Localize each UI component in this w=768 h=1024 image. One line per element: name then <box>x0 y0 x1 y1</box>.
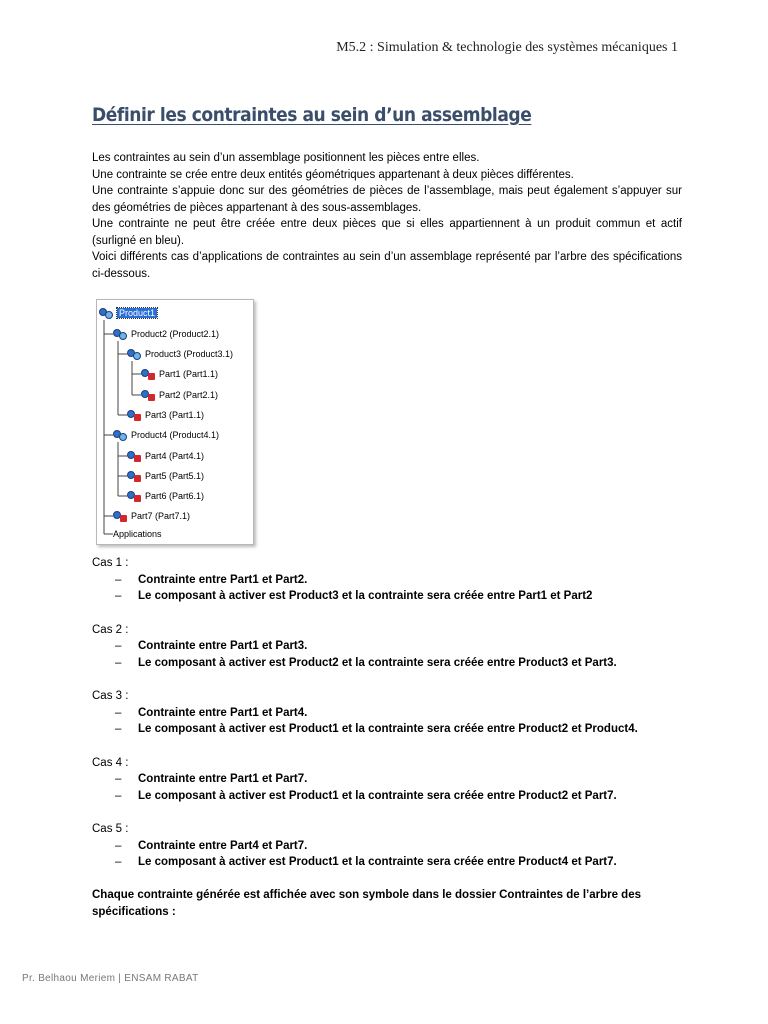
intro-paragraph: Une contrainte se crée entre deux entités géométriques appartenant à deux pièces différentes. <box>92 168 574 181</box>
page-footer: Pr. Belhaou Meriem | ENSAM RABAT <box>22 973 199 984</box>
case-title: Cas 5 : <box>92 823 129 835</box>
case-item: – Contrainte entre Part1 et Part7. <box>92 771 692 788</box>
intro-paragraph: Les contraintes au sein d’un assemblage positionnent les pièces entre elles. <box>92 152 480 164</box>
tree-node-product4[interactable] <box>113 428 219 442</box>
tree-node-part5[interactable] <box>127 469 204 483</box>
part-icon <box>127 450 143 463</box>
tree-node-part4[interactable] <box>127 449 204 463</box>
case-item: – Le composant à activer est Product1 et la contrainte sera créée entre Product2 et Part7. <box>92 788 692 805</box>
case-title: Cas 1 : <box>92 557 129 569</box>
case-item: – Le composant à activer est Product2 et la contrainte sera créée entre Product3 et Part3. <box>92 655 692 672</box>
intro-paragraph: Voici différents cas d’applications de contraintes au sein d’un assemblage représenté par l’arbre des spécifications ci-dessous. <box>92 251 682 280</box>
case-item: – Contrainte entre Part4 et Part7. <box>92 838 692 855</box>
case-title: Cas 2 : <box>92 623 129 636</box>
product-icon <box>99 307 115 320</box>
case-item: – Contrainte entre Part1 et Part4. <box>92 705 692 722</box>
page-header: M5.2 : Simulation & technologie des systèmes mécaniques 1 <box>336 40 678 55</box>
case-block <box>92 555 692 605</box>
tree-node-label: Product2 (Product2.1) <box>131 329 220 339</box>
tree-node-part2[interactable] <box>141 388 218 402</box>
tree-node-label: Part2 (Part2.1) <box>159 390 219 400</box>
intro-text <box>92 150 682 282</box>
tree-node-part6[interactable] <box>127 489 204 503</box>
case-block <box>92 622 692 672</box>
case-block <box>92 688 692 738</box>
part-icon <box>127 470 143 483</box>
tree-node-product1[interactable] <box>99 306 157 320</box>
tree-node-label: Product4 (Product4.1) <box>131 430 220 440</box>
tree-node-applications[interactable]: Applications <box>113 529 162 539</box>
case-item: – Contrainte entre Part1 et Part3. <box>92 638 692 655</box>
intro-paragraph: Une contrainte s’appuie donc sur des géométries de pièces de l’assemblage, mais peut également s’appuyer sur des géométries de pièces appartenant à des sous-assemblages. <box>92 185 682 214</box>
case-block <box>92 821 692 871</box>
part-icon <box>141 368 157 381</box>
product-icon <box>127 348 143 361</box>
tree-node-part3[interactable] <box>127 408 204 422</box>
tree-node-label: Product3 (Product3.1) <box>145 349 234 359</box>
intro-paragraph: Une contrainte ne peut être créée entre deux pièces que si elles appartiennent à un produit commun et actif (surligné en bleu). <box>92 218 682 247</box>
tree-node-label: Part6 (Part6.1) <box>145 491 205 501</box>
tree-node-label: Part5 (Part5.1) <box>145 471 205 481</box>
case-item: – Le composant à activer est Product1 et la contrainte sera créée entre Product4 et Part7. <box>92 854 692 871</box>
conclusion-text: Chaque contrainte générée est affichée avec son symbole dans le dossier Contraintes de l’arbre des spécifications : <box>92 889 641 918</box>
part-icon <box>113 510 129 523</box>
tree-node-label: Part3 (Part1.1) <box>145 410 205 420</box>
case-item: – Le composant à activer est Product3 et la contrainte sera créée entre Part1 et Part2 <box>92 588 692 605</box>
tree-node-product2[interactable] <box>113 327 219 341</box>
case-item: – Le composant à activer est Product1 et la contrainte sera créée entre Product2 et Product4. <box>92 721 692 738</box>
part-icon <box>127 490 143 503</box>
product-icon <box>113 429 129 442</box>
case-block <box>92 755 692 805</box>
tree-node-label: Product1 <box>119 308 156 318</box>
specification-tree <box>96 299 254 545</box>
tree-node-part7[interactable] <box>113 509 190 523</box>
case-title: Cas 3 : <box>92 690 129 702</box>
part-icon <box>127 409 143 422</box>
tree-node-product3[interactable] <box>127 347 233 361</box>
case-title: Cas 4 : <box>92 756 129 769</box>
tree-node-part1[interactable] <box>141 367 218 381</box>
tree-node-label: Part4 (Part4.1) <box>145 451 205 461</box>
part-icon <box>141 389 157 402</box>
tree-node-label: Part1 (Part1.1) <box>159 369 219 379</box>
product-icon <box>113 328 129 341</box>
page-title: Définir les contraintes au sein d’un assemblage <box>92 104 532 126</box>
tree-node-label: Part7 (Part7.1) <box>131 511 191 521</box>
case-item: – Contrainte entre Part1 et Part2. <box>92 572 692 589</box>
cases-section <box>92 555 692 888</box>
